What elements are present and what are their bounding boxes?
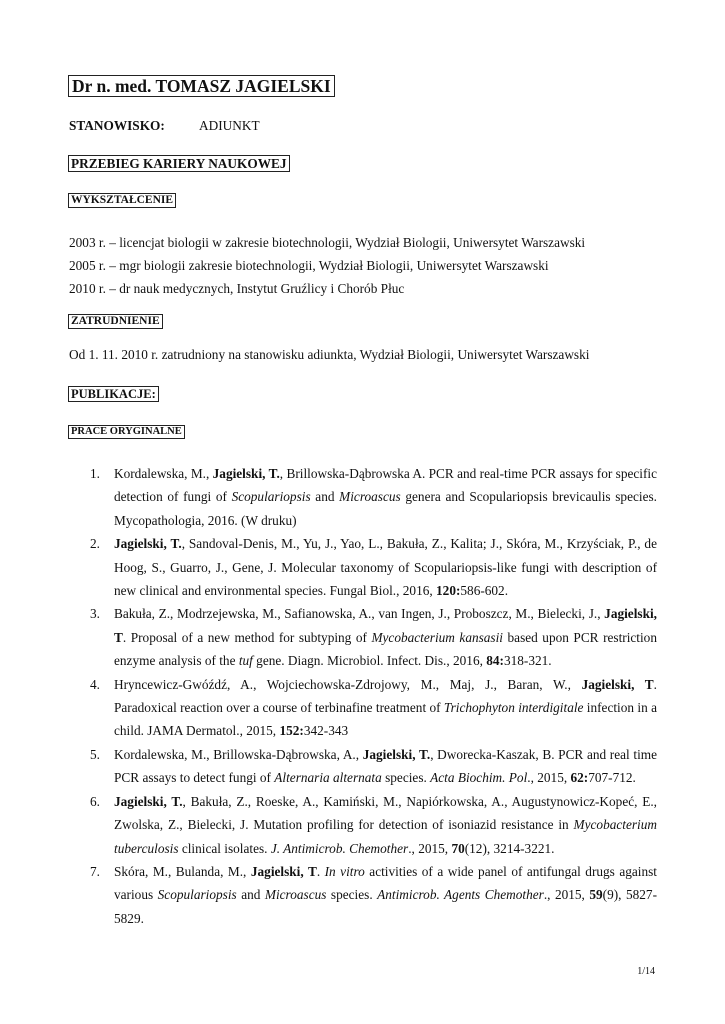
publication-list: [90, 462, 657, 930]
publication-italic-text: Mycobacterium tuberculosis: [114, 817, 657, 856]
publication-italic-text: In vitro: [324, 863, 365, 879]
publication-text: species.: [381, 770, 431, 786]
publication-text: , Brillowska-Dąbrowska A. PCR and real-time PCR assays for specific detection of fungi of: [114, 466, 657, 505]
publication-bold-text: Jagielski, T: [250, 863, 317, 879]
publication-number: 4.: [90, 676, 100, 692]
publication-text: and: [236, 887, 265, 903]
publication-text: 707-712.: [588, 770, 636, 786]
publication-italic-text: J. Antimicrob. Chemother: [270, 840, 409, 856]
education-item: 2003 r. – licencjat biologii w zakresie biotechnologii, Wydział Biologii, Uniwersytet Warszawski: [69, 235, 586, 250]
publication-bold-text: Jagielski, T: [114, 606, 657, 645]
publication-text: . Paradoxical reaction over a course of terbinafine treatment of: [114, 676, 657, 716]
position-label: STANOWISKO: [69, 118, 161, 133]
publication-bold-text: 70: [451, 840, 465, 856]
publication-text: and: [310, 489, 340, 505]
publication-italic-text: Microascus: [339, 489, 401, 505]
publication-bold-text: 62:: [570, 770, 589, 786]
publication-bold-text: Jagielski, T: [581, 676, 654, 692]
publication-text: Kordalewska, M., Brillowska-Dąbrowska, A.,: [114, 746, 363, 762]
publication-item: [90, 860, 657, 930]
publication-text: ., 2015,: [408, 840, 452, 856]
publication-text: genera and Scopulariopsis brevicaulis species. Mycopathologia, 2016. (W druku): [114, 489, 657, 528]
publication-number: 1.: [90, 466, 100, 481]
publication-bold-text: Jagielski, T.: [212, 466, 280, 481]
publications-heading: PUBLIKACJE:: [68, 386, 159, 402]
publication-italic-text: Scopulariopsis: [231, 489, 311, 505]
position-colon: :: [160, 118, 165, 133]
education-heading: WYKSZTAŁCENIE: [68, 193, 176, 208]
publication-italic-text: Alternaria alternata: [274, 770, 382, 786]
publication-italic-text: Scopulariopsis: [157, 887, 237, 903]
page-number: 1/14: [637, 966, 655, 977]
publication-bold-text: Jagielski, T.: [114, 793, 183, 809]
publication-text: species.: [326, 887, 378, 903]
publication-bold-text: 152:: [279, 723, 304, 739]
position-label-group: [69, 118, 199, 134]
publication-text: , Bakuła, Z., Roeske, A., Kamiński, M., Napiórkowska, A., Augustynowicz-Kopeć, E., Zwolska, Z., Bielecki, J. Mutation profiling for detection of isoniazid resistance in: [114, 793, 657, 833]
publication-number: 5.: [90, 746, 100, 762]
publication-item: [90, 462, 657, 532]
page-title: Dr n. med. TOMASZ JAGIELSKI: [68, 75, 335, 97]
publication-text: (12), 3214-3221.: [464, 840, 555, 856]
publication-item: [90, 673, 657, 743]
education-item: 2005 r. – mgr biologii zakresie biotechnologii, Wydział Biologii, Uniwersytet Warszawski: [69, 258, 549, 273]
publication-text: Skóra, M., Bulanda, M.,: [114, 863, 251, 879]
publication-item: [90, 790, 657, 860]
publication-italic-text: Mycobacterium kansasii: [371, 629, 503, 645]
publication-italic-text: Antimicrob. Agents Chemother: [377, 887, 544, 903]
publication-text: 318-321.: [503, 653, 552, 669]
publication-text: 586-602.: [460, 583, 509, 599]
employment-heading: ZATRUDNIENIE: [68, 314, 163, 329]
education-list: [69, 231, 585, 300]
publication-text: ., 2015,: [543, 887, 590, 903]
publication-text: (9), 5827-5829.: [114, 887, 657, 926]
publication-number: 2.: [90, 536, 100, 552]
publication-bold-text: 120:: [436, 583, 461, 599]
publication-item: [90, 743, 657, 790]
publication-italic-text: Microascus: [264, 887, 327, 903]
publication-text: Bakuła, Z., Modrzejewska, M., Safianowska, A., van Ingen, J., Proboszcz, M., Bielecki, J.,: [114, 606, 605, 622]
original-papers-heading: PRACE ORYGINALNE: [68, 425, 185, 439]
position-value: ADIUNKT: [199, 118, 260, 133]
publication-text: 342-343: [303, 723, 349, 739]
publication-number: 6.: [90, 793, 100, 809]
publication-text: gene. Diagn. Microbiol. Infect. Dis., 2016,: [252, 653, 487, 669]
career-heading: PRZEBIEG KARIERY NAUKOWEJ: [68, 155, 290, 172]
publication-text: Hryncewicz-Gwóźdź, A., Wojciechowska-Zdrojowy, M., Maj, J., Baran, W.,: [114, 676, 582, 692]
publication-italic-text: tuf: [238, 653, 253, 669]
publication-bold-text: 59: [589, 887, 603, 903]
publication-text: Kordalewska, M.,: [114, 466, 213, 481]
position-line: [69, 118, 260, 134]
publication-bold-text: 84:: [486, 653, 504, 669]
publication-number: 7.: [90, 863, 100, 879]
publication-item: [90, 532, 657, 602]
publication-text: infection in a child. JAMA Dermatol., 2015,: [114, 700, 657, 739]
publication-item: [90, 602, 657, 672]
publication-bold-text: Jagielski, T.: [114, 536, 182, 552]
publication-number: 3.: [90, 606, 100, 622]
publication-bold-text: Jagielski, T.: [362, 746, 431, 762]
publication-text: , Dworecka-Kaszak, B. PCR and real time PCR assays to detect fungi of: [114, 746, 658, 786]
publication-text: , Sandoval-Denis, M., Yu, J., Yao, L., Bakuła, Z., Kalita; J., Skóra, M., Krzyściak, P., de Hoog, S., Guarro, J., Gene, J. Molecular taxonomy of Scopulariopsis-like fungi with description of new clinical and environmental species. Fungal Biol., 2016,: [114, 536, 657, 599]
education-item: 2010 r. – dr nauk medycznych, Instytut Gruźlicy i Chorób Płuc: [69, 281, 405, 296]
publication-text: ., 2015,: [527, 770, 571, 786]
employment-text: Od 1. 11. 2010 r. zatrudniony na stanowisku adiunkta, Wydział Biologii, Uniwersytet Warszawski: [69, 347, 590, 362]
publication-italic-text: Trichophyton interdigitale: [443, 700, 584, 716]
publication-text: based upon PCR restriction enzyme analysis of the: [114, 629, 657, 669]
publication-text: .: [316, 863, 325, 879]
publication-italic-text: Acta Biochim. Pol: [430, 770, 528, 786]
publication-text: . Proposal of a new method for subtyping of: [122, 629, 372, 645]
publication-text: clinical isolates.: [178, 840, 271, 856]
publication-text: activities of a wide panel of antifungal drugs against various: [114, 863, 657, 903]
